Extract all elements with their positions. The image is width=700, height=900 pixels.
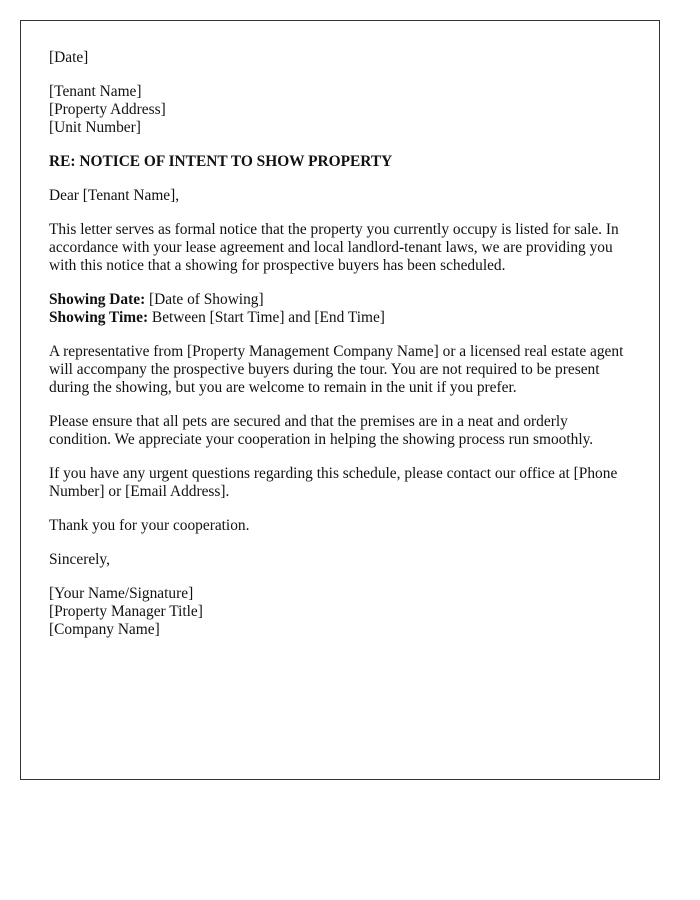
signature-company: [Company Name] <box>49 621 160 638</box>
subject-line: RE: NOTICE OF INTENT TO SHOW PROPERTY <box>49 153 393 170</box>
recipient-unit-number: [Unit Number] <box>49 119 141 136</box>
letter-date: [Date] <box>49 49 89 66</box>
intro-paragraph: This letter serves as formal notice that the property you currently occupy is listed for sale. In accordance with your lease agreement and local landlord-tenant laws, we are providing you with this notice that a showing for prospective buyers has been scheduled. <box>49 221 619 274</box>
showing-time-line <box>49 309 631 327</box>
recipient-tenant-name: [Tenant Name] <box>49 83 142 100</box>
signature-block <box>49 585 631 639</box>
recipient-block <box>49 83 631 137</box>
contact-paragraph: If you have any urgent questions regarding this schedule, please contact our office at [Phone Number] or [Email Address]. <box>49 465 618 500</box>
closing-line: Sincerely, <box>49 551 110 568</box>
salutation: Dear [Tenant Name], <box>49 187 180 204</box>
showing-date-label: Showing Date: <box>49 291 146 308</box>
showing-time-value: Between [Start Time] and [End Time] <box>148 309 385 326</box>
showing-date-line <box>49 291 631 309</box>
signature-title: [Property Manager Title] <box>49 603 203 620</box>
pets-paragraph: Please ensure that all pets are secured and that the premises are in a neat and orderly condition. We appreciate your cooperation in helping the showing process run smoothly. <box>49 413 594 448</box>
letter-page <box>20 20 660 780</box>
recipient-property-address: [Property Address] <box>49 101 166 118</box>
showing-details <box>49 291 631 327</box>
signature-name: [Your Name/Signature] <box>49 585 194 602</box>
representative-paragraph: A representative from [Property Management Company Name] or a licensed real estate agent will accompany the prospective buyers during the tour. You are not required to be present during the showing, but you are welcome to remain in the unit if you prefer. <box>49 343 624 396</box>
showing-date-value: [Date of Showing] <box>145 291 264 308</box>
thanks-line: Thank you for your cooperation. <box>49 517 250 534</box>
showing-time-label: Showing Time: <box>49 309 149 326</box>
